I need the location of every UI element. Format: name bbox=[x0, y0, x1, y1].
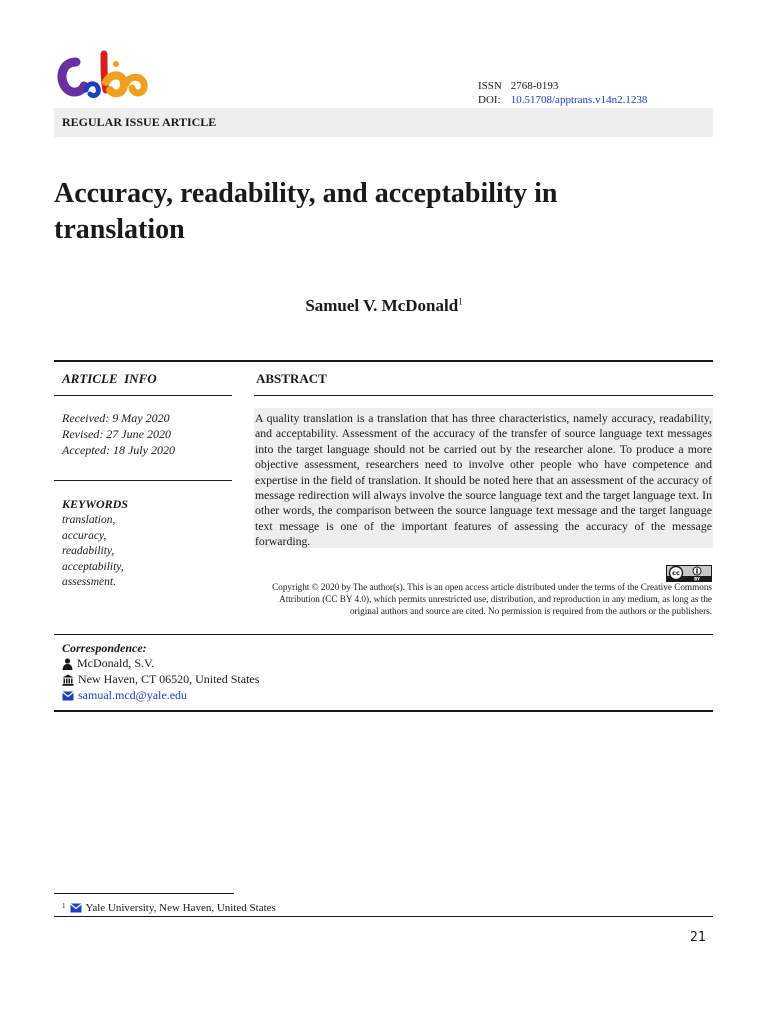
correspondence-name: McDonald, S.V. bbox=[77, 656, 155, 670]
doi-label: DOI: bbox=[478, 94, 501, 106]
abstract-heading-rule bbox=[254, 395, 713, 396]
issn-line bbox=[478, 79, 558, 94]
journal-logo bbox=[54, 48, 150, 104]
author-name: Samuel V. McDonald bbox=[305, 296, 459, 315]
correspondence-address: New Haven, CT 06520, United States bbox=[78, 672, 260, 686]
keyword-item: translation, bbox=[62, 514, 116, 526]
copyright-notice: Copyright © 2020 by The author(s). This is an open access article distributed under the terms of the Creative Commons Attribution (CC BY 4.0), which permits unrestricted use, distribution, and reproduction in any medium, as long as the original authors and source are cited. No permission is required from the authors or the publishers. bbox=[272, 582, 712, 616]
author-affiliation-mark: 1 bbox=[458, 296, 463, 307]
issn-label: ISSN bbox=[478, 80, 502, 92]
article-title: Accuracy, readability, and acceptability in translation bbox=[54, 178, 558, 245]
dates-rule bbox=[54, 480, 232, 481]
author-line bbox=[0, 296, 768, 316]
footnote-text: Yale University, New Haven, United States bbox=[85, 902, 276, 914]
person-icon bbox=[62, 658, 73, 670]
cc-badge-by-text: BY bbox=[694, 576, 700, 582]
received-date: Received: 9 May 2020 bbox=[62, 411, 170, 425]
correspondence-email-line bbox=[62, 688, 187, 703]
keywords-heading: KEYWORDS bbox=[62, 497, 129, 511]
page-footer-rule bbox=[54, 916, 713, 917]
correspondence-heading: Correspondence: bbox=[62, 641, 147, 655]
correspondence-name-line bbox=[62, 656, 154, 671]
correspondence-rule-bottom bbox=[54, 710, 713, 712]
page-number: 21 bbox=[690, 930, 706, 945]
institution-icon bbox=[62, 674, 74, 686]
footnote-mark: 1 bbox=[62, 902, 66, 910]
accepted-date: Accepted: 18 July 2020 bbox=[62, 443, 175, 457]
correspondence-email-link[interactable]: samual.mcd@yale.edu bbox=[78, 688, 188, 702]
keyword-item: assessment. bbox=[62, 576, 116, 588]
article-type-label: REGULAR ISSUE ARTICLE bbox=[62, 115, 217, 129]
envelope-icon bbox=[62, 691, 74, 701]
doi-link[interactable]: 10.51708/apptrans.v14n2.1238 bbox=[510, 94, 648, 106]
doi-line bbox=[478, 93, 647, 108]
keywords-list bbox=[62, 513, 124, 591]
envelope-icon bbox=[70, 903, 82, 913]
abstract-text: A quality translation is a translation that has three characteristics, namely accuracy, readability, and acceptability. Assessment of the accuracy of the transfer of source language text messages into the target language should not be carried out by the researcher alone. To produce a more objective assessment, researchers need to involve other people who have competence and expertise in the field of translation. It should be noted here that an assessment of the accuracy of message redirection will always involve the source language text and the target language text. In other words, the comparison between the source language text message and the target language text message is one of the important features of assessing the accuracy of the message forwarding. bbox=[255, 411, 712, 549]
correspondence-rule-top bbox=[54, 634, 713, 635]
keyword-item: acceptability, bbox=[62, 560, 124, 573]
info-heading-rule bbox=[54, 395, 232, 396]
cc-by-license-badge[interactable] bbox=[666, 565, 712, 582]
section-rule-top bbox=[54, 360, 713, 362]
footnote bbox=[62, 902, 276, 914]
article-dates bbox=[62, 410, 175, 458]
keyword-item: accuracy, bbox=[62, 529, 107, 542]
revised-date: Revised: 27 June 2020 bbox=[62, 427, 171, 441]
cc-badge-cc-text: cc bbox=[672, 569, 680, 578]
footnote-rule bbox=[54, 893, 234, 894]
keyword-item: readability, bbox=[62, 545, 115, 557]
issn-value: 2768-0193 bbox=[510, 80, 559, 92]
correspondence-address-line bbox=[62, 672, 259, 687]
article-info-heading: ARTICLE INFO bbox=[62, 371, 157, 386]
abstract-heading: ABSTRACT bbox=[256, 371, 327, 386]
